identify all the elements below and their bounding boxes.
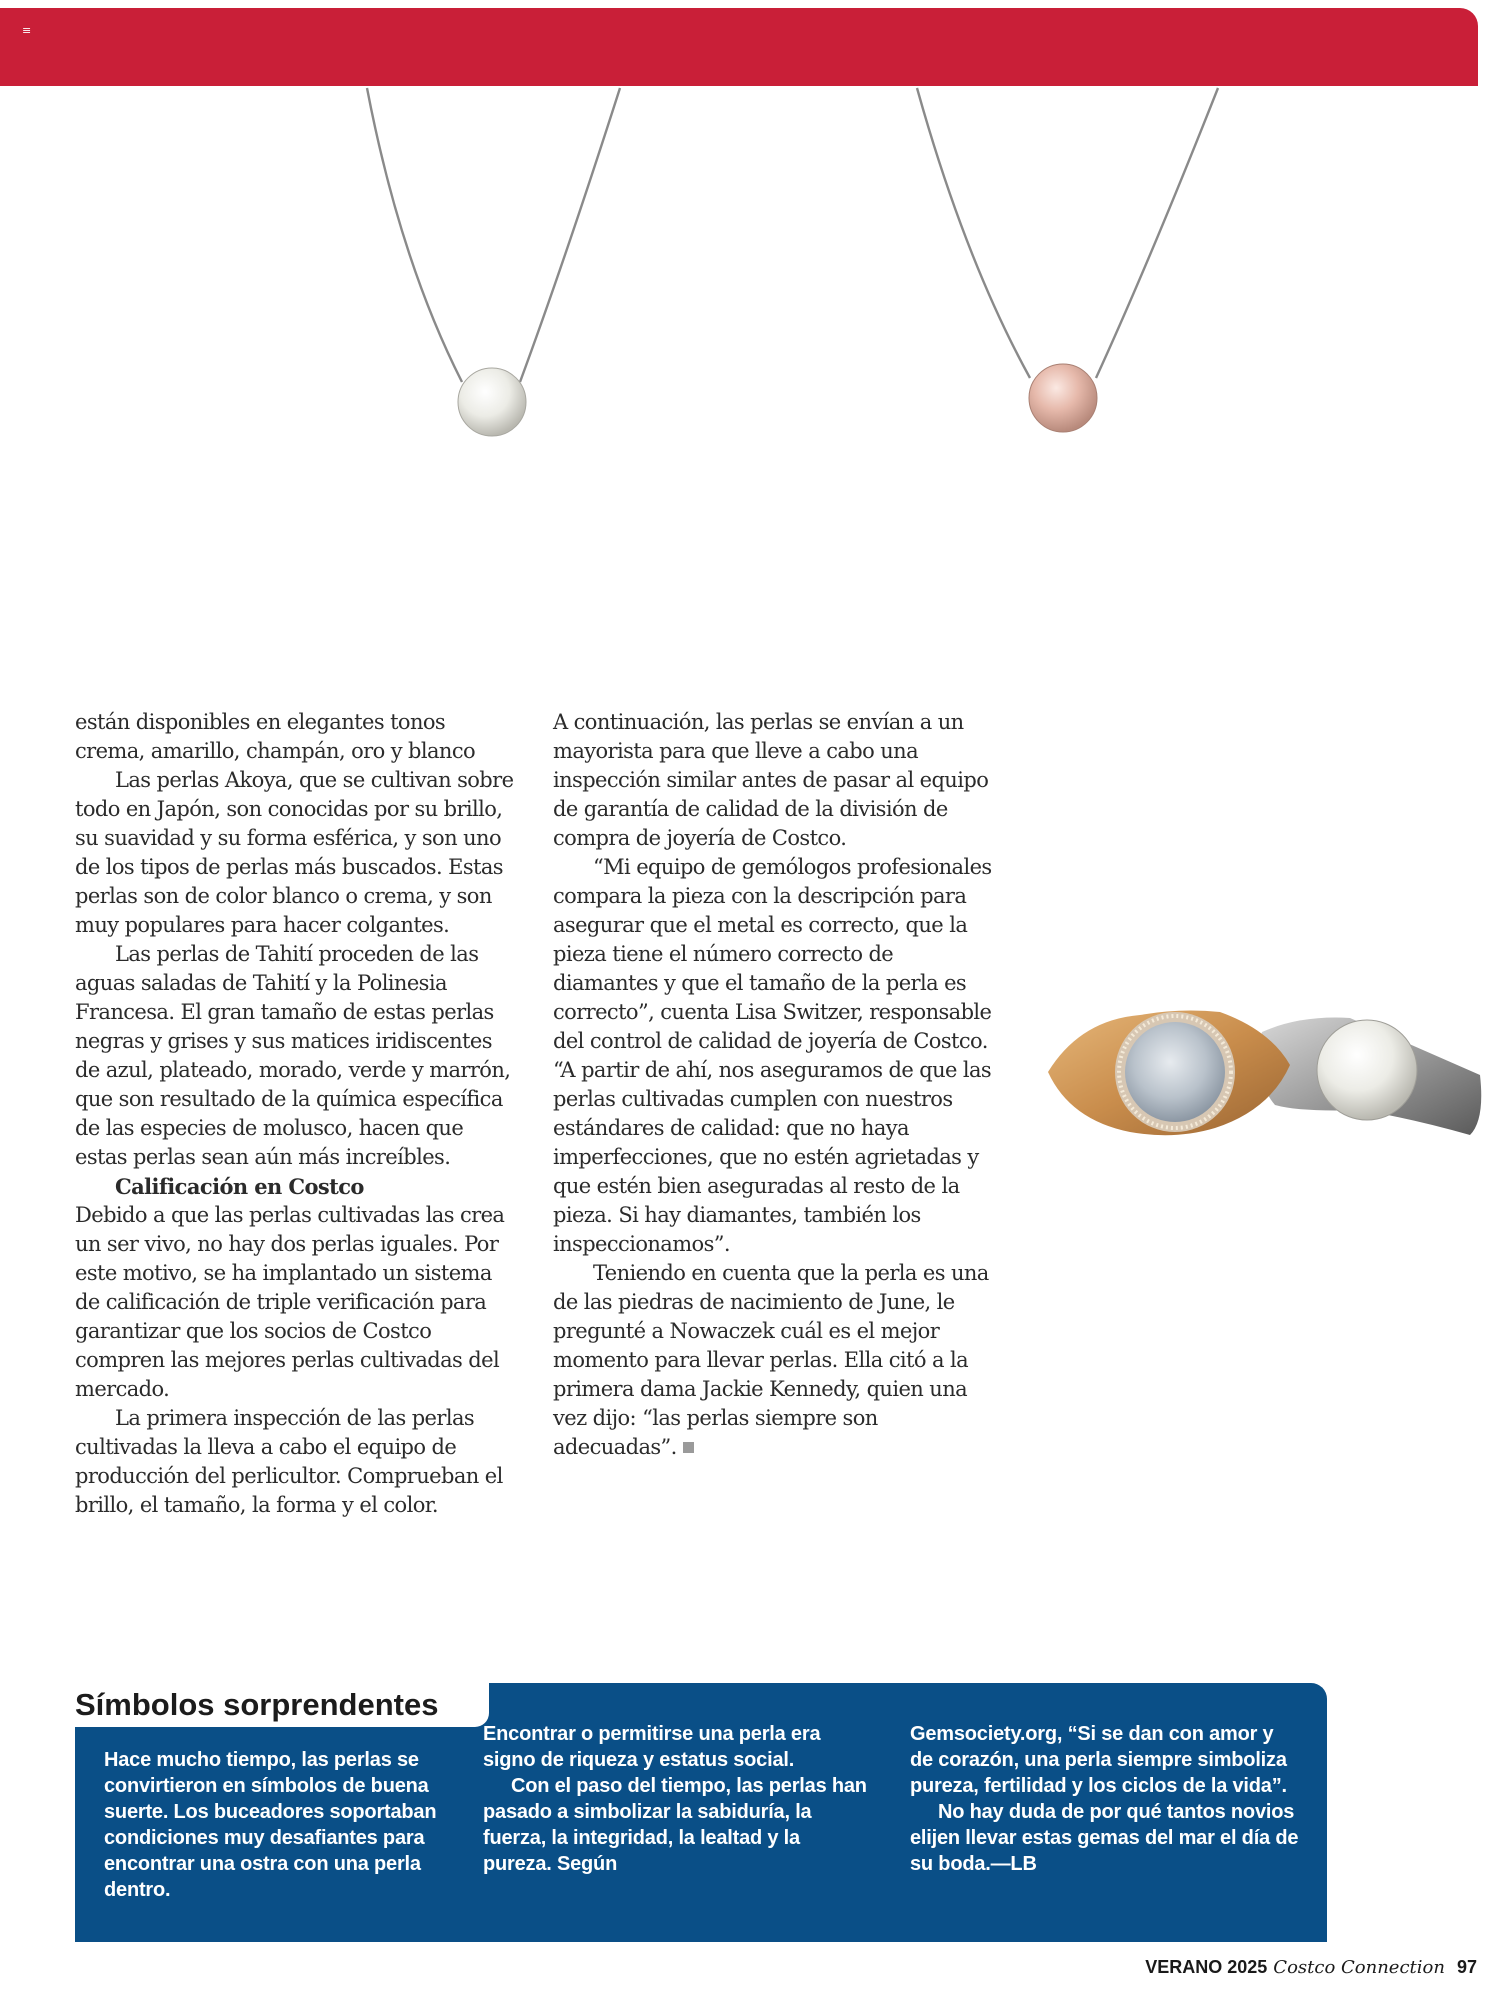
issue-label: VERANO 2025 xyxy=(1145,1957,1268,1977)
pearl-ring xyxy=(1258,1018,1481,1135)
paragraph-text: Teniendo en cuenta que la perla es una de las piedras de nacimiento de June, le pregunté a Nowaczek cuál es el mejor momento para llevar perlas. Ella citó a la primera dama Jackie Kennedy, quien una vez dijo: “las perlas siempre son adecuadas”. xyxy=(553,1261,989,1459)
sidebar-paragraph: No hay duda de por qué tantos novios elijen llevar estas gemas del mar el día de su boda.—LB xyxy=(910,1801,1299,1875)
paragraph: La primera inspección de las perlas cultivadas la lleva a cabo el equipo de producción del perlicultor. Comprueban el brillo, el tamaño, la forma y el color. xyxy=(75,1406,503,1517)
article-column-1 xyxy=(75,708,515,1520)
paragraph: Las perlas de Tahití proceden de las aguas saladas de Tahití y la Polinesia Francesa. El gran tamaño de estas perlas negras y grises y sus matices iridiscentes de azul, plateado, morado, verde y marrón, que son resultado de la química específica de las especies de molusco, hacen que estas perlas sean aún más increíbles. xyxy=(75,942,511,1169)
paragraph xyxy=(553,1259,993,1462)
white-pearl-necklace xyxy=(367,88,620,436)
magazine-name: Costco Connection xyxy=(1273,1957,1445,1978)
pink-pearl-necklace xyxy=(917,88,1218,432)
paragraph: Debido a que las perlas cultivadas las crea un ser vivo, no hay dos perlas iguales. Por este motivo, se ha implantado un sistema de calificación de triple verificación para garantizar que los socios de Costco compren las mejores perlas cultivadas del mercado. xyxy=(75,1203,505,1401)
signet-ring xyxy=(1048,1011,1290,1136)
menu-icon[interactable]: ≡ xyxy=(22,24,32,37)
paragraph: están disponibles en elegantes tonos crema, amarillo, champán, oro y blanco xyxy=(75,710,476,763)
sidebar-paragraph: Gemsociety.org, “Si se dan con amor y de corazón, una perla siempre simboliza pureza, fertilidad y los ciclos de la vida”. xyxy=(910,1723,1287,1797)
paragraph: “Mi equipo de gemólogos profesionales compara la pieza con la descripción para asegurar que el metal es correcto, que la pieza tiene el número correcto de diamantes y que el tamaño de la perla es correcto”, cuenta Lisa Switzer, responsable del control de calidad de joyería de Costco. “A partir de ahí, nos aseguramos de que las perlas cultivadas cumplen con nuestros estándares de calidad: que no haya imperfecciones, que no estén agrietadas y que estén bien aseguradas al resto de la pieza. Si hay diamantes, también los inspeccionamos”. xyxy=(553,855,992,1256)
page-footer xyxy=(1145,1952,1477,1982)
article-column-2 xyxy=(553,708,993,1462)
sidebar-paragraph: Encontrar o permitirse una perla era signo de riqueza y estatus social. xyxy=(483,1723,821,1771)
sidebar-paragraph: Hace mucho tiempo, las perlas se convirtieron en símbolos de buena suerte. Los buceadores soportaban condiciones muy desafiantes para encontrar una ostra con una perla dentro. xyxy=(104,1749,437,1901)
sidebar-column-1 xyxy=(104,1747,444,1903)
sidebar-column-3 xyxy=(910,1721,1300,1877)
sidebar-title: Símbolos sorprendentes xyxy=(75,1683,489,1727)
paragraph: A continuación, las perlas se envían a un mayorista para que lleve a cabo una inspección similar antes de pasar al equipo de garantía de calidad de la división de compra de joyería de Costco. xyxy=(553,710,989,850)
paragraph: Las perlas Akoya, que se cultivan sobre todo en Japón, son conocidas por su brillo, su suavidad y su forma esférica, y son uno de los tipos de perlas más buscados. Estas perlas son de color blanco o crema, y son muy populares para hacer colgantes. xyxy=(75,768,514,937)
page-number: 97 xyxy=(1456,1957,1477,1977)
end-mark-icon xyxy=(683,1442,694,1453)
sidebar-column-2 xyxy=(483,1721,873,1877)
sidebar-paragraph: Con el paso del tiempo, las perlas han pasado a simbolizar la sabiduría, la fuerza, la integridad, la lealtad y la pureza. Según xyxy=(483,1775,867,1875)
section-subhead: Calificación en Costco xyxy=(115,1174,364,1199)
